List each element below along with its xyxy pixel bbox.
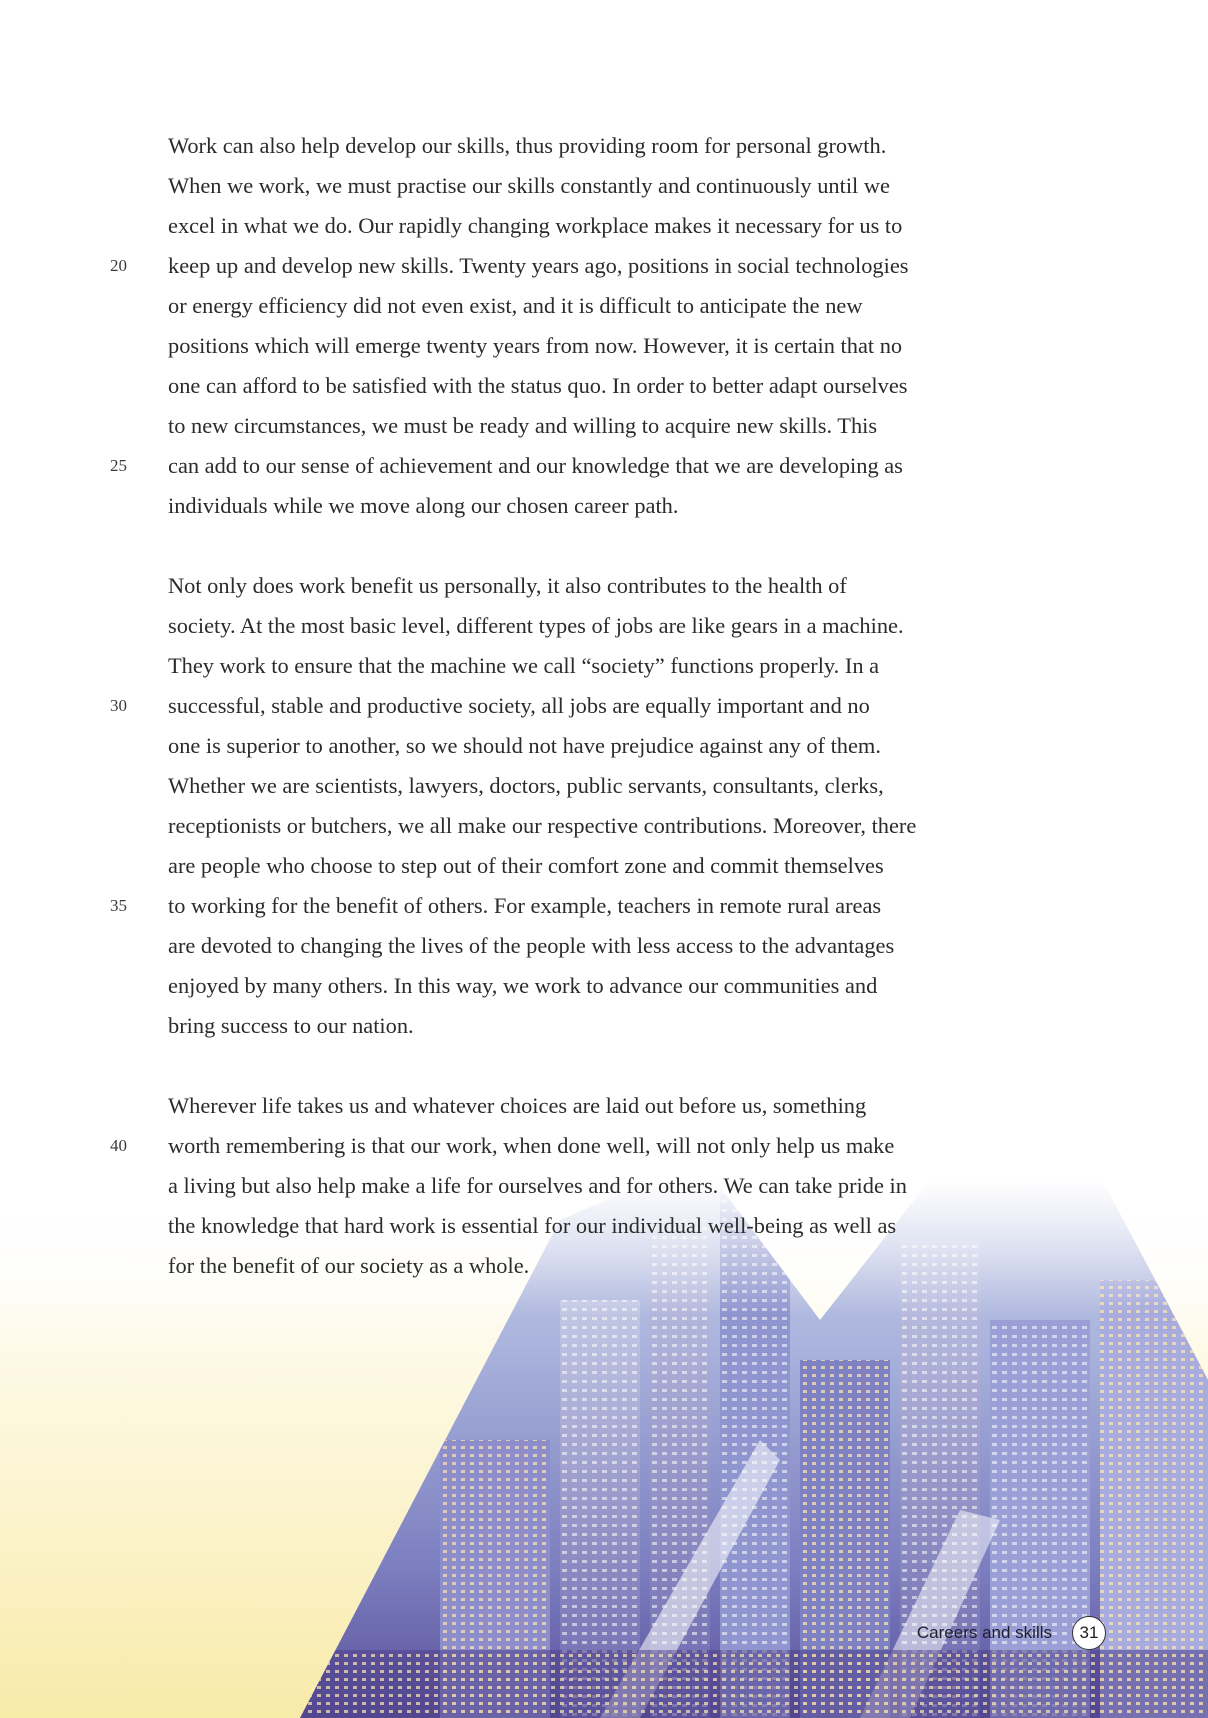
body-line: When we work, we must practise our skills constantly and continuously until we [168, 173, 890, 198]
body-line: excel in what we do. Our rapidly changing workplace makes it necessary for us to [168, 213, 903, 238]
section-label: Careers and skills [916, 1623, 1052, 1642]
line-number: 35 [110, 896, 127, 915]
body-line: to new circumstances, we must be ready and willing to acquire new skills. This [168, 413, 878, 438]
body-line: one is superior to another, so we should not have prejudice against any of them. [168, 733, 881, 758]
line-number: 40 [110, 1136, 127, 1155]
body-line: Wherever life takes us and whatever choices are laid out before us, something [168, 1093, 867, 1118]
body-line: successful, stable and productive society, all jobs are equally important and no [168, 693, 870, 718]
body-line: Not only does work benefit us personally, it also contributes to the health of [168, 573, 847, 598]
body-line: or energy efficiency did not even exist, and it is difficult to anticipate the new [168, 293, 863, 318]
body-line: worth remembering is that our work, when done well, will not only help us make [168, 1133, 895, 1158]
body-line: Work can also help develop our skills, thus providing room for personal growth. [168, 133, 887, 158]
body-line: They work to ensure that the machine we call “society” functions properly. In a [168, 653, 880, 678]
body-line: are people who choose to step out of their comfort zone and commit themselves [168, 853, 884, 878]
body-line: keep up and develop new skills. Twenty years ago, positions in social technologies [168, 253, 909, 278]
body-line: for the benefit of our society as a whole. [168, 1253, 530, 1278]
body-line: to working for the benefit of others. For example, teachers in remote rural areas [168, 893, 882, 918]
body-line: receptionists or butchers, we all make our respective contributions. Moreover, there [168, 813, 917, 838]
body-line: individuals while we move along our chosen career path. [168, 493, 679, 518]
body-line: the knowledge that hard work is essential for our individual well-being as well as [168, 1213, 897, 1238]
body-line: positions which will emerge twenty years from now. However, it is certain that no [168, 333, 903, 358]
body-line: bring success to our nation. [168, 1013, 414, 1038]
body-line: can add to our sense of achievement and our knowledge that we are developing as [168, 453, 903, 478]
body-line: one can afford to be satisfied with the status quo. In order to better adapt ourselves [168, 373, 908, 398]
body-line: Whether we are scientists, lawyers, doctors, public servants, consultants, clerks, [168, 773, 884, 798]
body-line: society. At the most basic level, different types of jobs are like gears in a machine. [168, 613, 904, 638]
line-number: 30 [110, 696, 127, 715]
body-line: are devoted to changing the lives of the people with less access to the advantages [168, 933, 895, 958]
body-line: enjoyed by many others. In this way, we work to advance our communities and [168, 973, 878, 998]
line-number: 20 [110, 256, 127, 275]
page-number: 31 [1072, 1616, 1106, 1650]
body-line: a living but also help make a life for ourselves and for others. We can take pride in [168, 1173, 907, 1198]
line-number: 25 [110, 456, 127, 475]
